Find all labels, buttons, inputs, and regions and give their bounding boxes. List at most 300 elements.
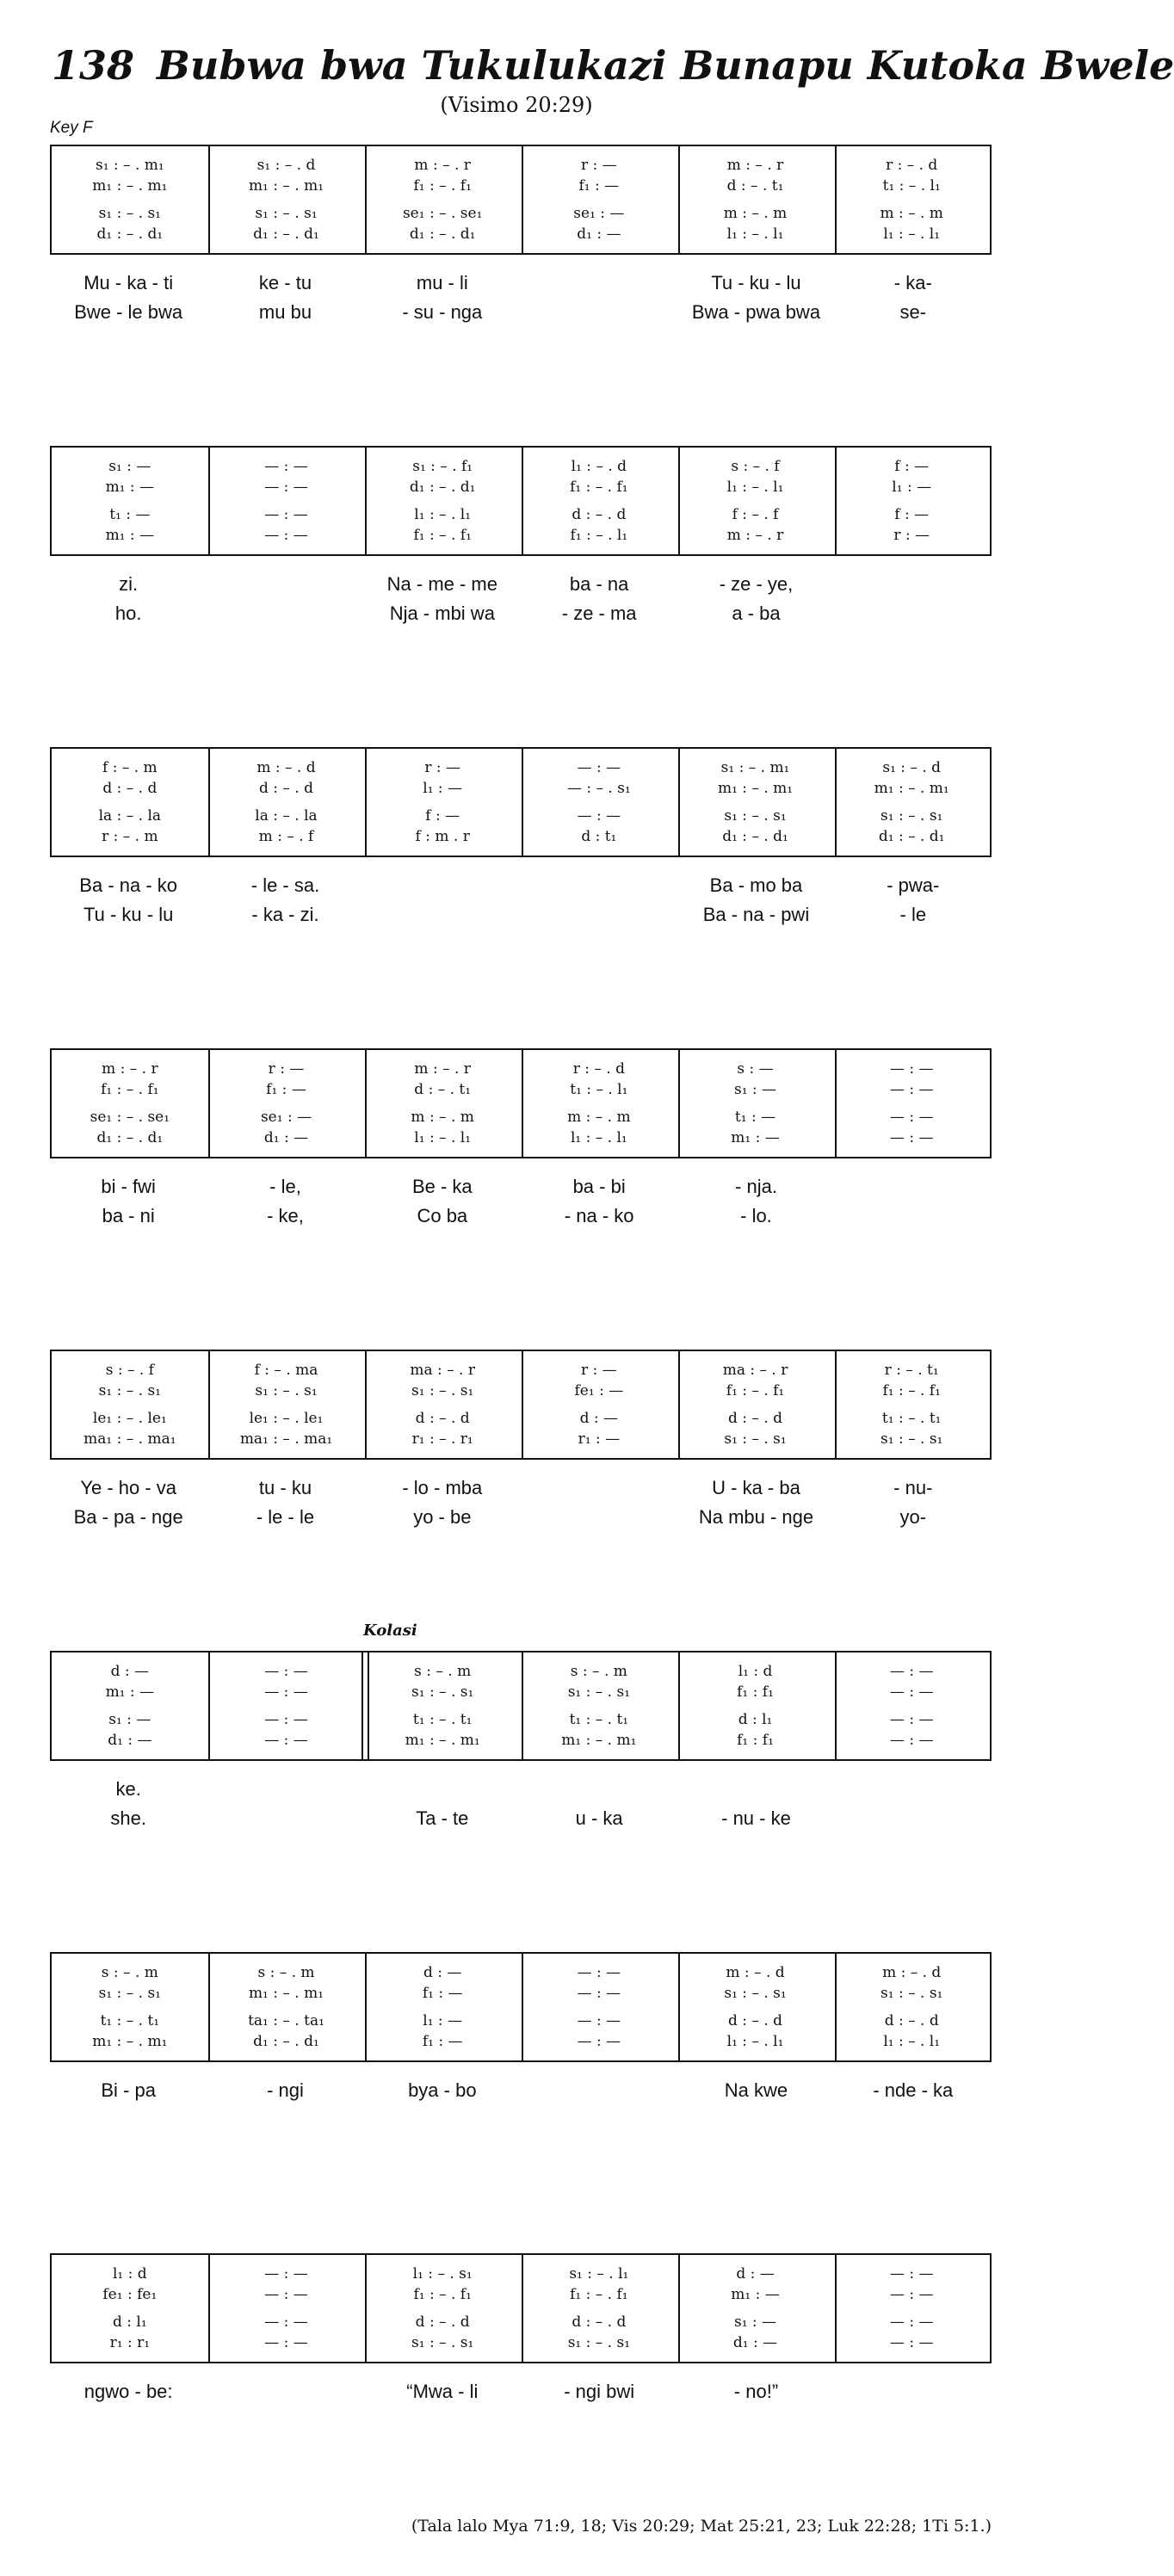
lyric-syllables — [835, 1807, 992, 1837]
lyric-line — [50, 1807, 992, 1837]
lyric-syllables: u - ka — [575, 1807, 623, 1829]
lyrics-block — [50, 1176, 992, 1234]
measure-notes: — : — — [889, 2265, 934, 2283]
measure-notes: s : – . m — [570, 1663, 627, 1680]
measure-notes: s₁ : – . s₁ — [98, 205, 161, 222]
measure-notes: d : – . t₁ — [726, 177, 784, 195]
voice-row — [52, 2033, 990, 2050]
lyric-syllables: Na - me - me — [386, 573, 497, 595]
measure-notes: d : — — [579, 1410, 619, 1427]
measure-notes: l₁ : – . l₁ — [726, 2033, 784, 2050]
measure-notes: — : — — [264, 458, 308, 475]
page-title — [52, 41, 1174, 90]
measure-notes: — : — — [264, 1683, 308, 1701]
measure-notes: m₁ : – . m₁ — [248, 177, 324, 195]
voice-row — [52, 1410, 990, 1427]
lyric-syllables — [521, 1477, 677, 1506]
lyric-syllables: - le - le — [256, 1506, 315, 1528]
measure-notes: l₁ : – . l₁ — [883, 2033, 941, 2050]
lyric-syllables: Bwe - le bwa — [74, 301, 183, 323]
voice-row — [52, 780, 990, 797]
lyric-line — [50, 874, 992, 904]
measure-notes: le₁ : – . le₁ — [249, 1410, 324, 1427]
measure-notes: ma₁ : – . ma₁ — [83, 1430, 176, 1448]
measure-notes: f : — — [425, 807, 460, 825]
lyric-line — [50, 1506, 992, 1535]
voice-row — [52, 1964, 990, 1981]
lyric-syllables — [521, 1778, 677, 1807]
measure-notes: t₁ : – . l₁ — [882, 177, 941, 195]
lyric-syllables: - no!” — [733, 2381, 779, 2402]
measure-notes: r : – . t₁ — [884, 1362, 939, 1379]
measure-notes: d₁ : — — [108, 1732, 152, 1749]
measure-notes: l₁ : – . l₁ — [570, 1129, 627, 1146]
lyric-syllables: Co ba — [417, 1205, 468, 1226]
lyric-syllables: U - ka - ba — [712, 1477, 800, 1498]
measure-notes: d₁ : – . d₁ — [409, 225, 476, 243]
measure-notes: s₁ : – . s₁ — [724, 1985, 787, 2002]
measure-notes: m : – . m — [880, 205, 943, 222]
measure-notes: s₁ : – . s₁ — [411, 1382, 474, 1399]
lyric-syllables: ke - tu — [258, 272, 312, 293]
staff-box — [50, 1048, 992, 1158]
lyric-syllables: Ye - ho - va — [80, 1477, 177, 1498]
measure-notes: s : – . f — [731, 458, 780, 475]
lyrics-block — [50, 1778, 992, 1837]
measure-notes: d₁ : – . d₁ — [253, 225, 319, 243]
measure-notes: — : — — [264, 479, 308, 496]
measure-notes: m : – . d — [726, 1964, 785, 1981]
lyric-line — [50, 573, 992, 602]
lyric-line — [50, 272, 992, 301]
measure-notes: r : – . d — [886, 157, 938, 174]
lyric-syllables: se- — [899, 301, 927, 323]
measure-notes: — : — — [264, 1663, 308, 1680]
measure-notes: f₁ : – . f₁ — [101, 1081, 159, 1098]
measure-notes: s₁ : – . s₁ — [255, 1382, 318, 1399]
lyric-syllables: Mu - ka - ti — [83, 272, 174, 293]
measure-notes: d : – . t₁ — [414, 1081, 472, 1098]
lyric-syllables: - na - ko — [564, 1205, 634, 1226]
staff-box — [50, 1350, 992, 1460]
voice-row — [52, 1663, 990, 1680]
measure-notes: — : — — [889, 1663, 934, 1680]
measure-notes: s : – . f — [105, 1362, 154, 1379]
lyric-syllables — [677, 1778, 834, 1807]
measure-notes: t₁ : — — [734, 1109, 776, 1126]
measure-notes: l₁ : – . l₁ — [883, 225, 941, 243]
measure-notes: f₁ : – . l₁ — [570, 527, 628, 544]
measure-notes: ta₁ : – . ta₁ — [248, 2012, 324, 2029]
measure-notes: s₁ : – . s₁ — [98, 1985, 161, 2002]
measure-notes: — : — — [264, 1732, 308, 1749]
measure-notes: r : — — [268, 1060, 305, 1078]
lyric-syllables — [207, 1778, 363, 1807]
voice-row — [52, 759, 990, 776]
score-system — [50, 2253, 992, 2410]
lyric-syllables — [521, 1506, 677, 1535]
voice-row — [52, 1362, 990, 1379]
score-system — [50, 1622, 992, 1837]
measure-notes: m₁ : — — [105, 527, 155, 544]
lyric-syllables: - ze - ma — [561, 602, 637, 624]
measure-notes: d : — — [423, 1964, 462, 1981]
measure-notes: m₁ : – . m₁ — [874, 780, 949, 797]
measure-notes: f : – . m — [102, 759, 158, 776]
measure-notes: d : – . d — [884, 2012, 939, 2029]
lyric-syllables: Bi - pa — [101, 2079, 156, 2101]
lyric-syllables: Na mbu - nge — [698, 1506, 814, 1528]
lyric-syllables: Tu - ku - lu — [83, 904, 174, 925]
measure-notes: — : — — [889, 1129, 934, 1146]
measure-notes: s₁ : – . f₁ — [412, 458, 473, 475]
lyric-syllables: ke. — [115, 1778, 141, 1800]
lyric-line — [50, 1205, 992, 1234]
voice-row — [52, 527, 990, 544]
staff-box — [50, 1622, 992, 1761]
measure-notes: f₁ : — — [422, 1985, 463, 2002]
measure-notes: f₁ : — — [422, 2033, 463, 2050]
measure-notes: r₁ : r₁ — [109, 2334, 151, 2351]
measure-notes: s₁ : – . s₁ — [880, 807, 943, 825]
measure-notes: d : – . d — [728, 2012, 783, 2029]
measure-notes: — : — — [264, 527, 308, 544]
measure-notes: ma : – . r — [722, 1362, 788, 1379]
measure-notes: f₁ : — — [266, 1081, 306, 1098]
measure-notes: — : — — [264, 2286, 308, 2303]
measure-notes: m₁ : — — [731, 2286, 780, 2303]
lyric-syllables: - su - nga — [402, 301, 483, 323]
voice-row — [52, 1081, 990, 1098]
measure-notes: r : – . d — [572, 1060, 625, 1078]
measure-notes: fe₁ : — — [574, 1382, 624, 1399]
measure-notes: d : – . d — [259, 780, 314, 797]
measure-notes: — : – . s₁ — [566, 780, 631, 797]
lyric-syllables — [835, 2381, 992, 2410]
voice-row — [52, 225, 990, 243]
lyric-line — [50, 2079, 992, 2109]
lyric-syllables — [207, 602, 363, 632]
lyric-syllables: - le, — [269, 1176, 301, 1197]
voice-row — [52, 2286, 990, 2303]
measure-notes: s₁ : – . d — [882, 759, 942, 776]
voice-row — [52, 1985, 990, 2002]
voice-row — [52, 1430, 990, 1448]
lyric-syllables — [835, 1176, 992, 1205]
measure-notes: s₁ : – . l₁ — [569, 2265, 629, 2283]
measure-notes: l₁ : – . s₁ — [412, 2265, 473, 2283]
lyric-syllables: - ngi bwi — [564, 2381, 635, 2402]
section-label: Kolasi — [363, 1622, 417, 1640]
voice-row — [52, 2265, 990, 2283]
measure-notes: m : – . m — [567, 1109, 631, 1126]
lyric-line — [50, 1778, 992, 1807]
measure-notes: f : — — [894, 458, 930, 475]
lyric-syllables: - nde - ka — [873, 2079, 954, 2101]
measure-notes: — : — — [577, 2033, 621, 2050]
measure-notes: l₁ : — — [423, 780, 463, 797]
measure-notes: t₁ : – . l₁ — [570, 1081, 628, 1098]
score-system — [50, 1350, 992, 1535]
lyric-syllables: mu - li — [416, 272, 468, 293]
song-subtitle: (Visimo 20:29) — [440, 93, 593, 117]
measure-notes: m : – . r — [726, 157, 784, 174]
score-system — [50, 1952, 992, 2109]
measure-notes: r : – . m — [102, 828, 158, 845]
lyric-syllables: Ta - te — [416, 1807, 469, 1829]
lyric-syllables: ngwo - be: — [83, 2381, 173, 2402]
measure-notes: — : — — [264, 506, 308, 523]
measure-notes: ma : – . r — [410, 1362, 475, 1379]
measure-notes: f₁ : – . f₁ — [413, 177, 472, 195]
measure-notes: s₁ : – . s₁ — [880, 1985, 943, 2002]
measure-notes: m₁ : – . m₁ — [92, 2033, 168, 2050]
measure-notes: d : l₁ — [113, 2313, 147, 2331]
measure-notes: m₁ : — — [105, 479, 155, 496]
voice-row — [52, 1683, 990, 1701]
lyric-syllables: ho. — [114, 602, 142, 624]
measure-notes: r : — — [581, 157, 617, 174]
voice-row — [52, 1109, 990, 1126]
lyric-syllables: - lo - mba — [402, 1477, 483, 1498]
measure-notes: m : – . d — [256, 759, 316, 776]
measure-notes: d₁ : — — [732, 2334, 778, 2351]
lyric-syllables: Ba - mo ba — [709, 874, 803, 896]
lyric-syllables — [835, 573, 992, 602]
lyric-syllables: - lo. — [740, 1205, 772, 1226]
lyrics-block — [50, 2079, 992, 2109]
measure-notes: s₁ : – . m₁ — [95, 157, 164, 174]
lyric-syllables — [521, 272, 677, 301]
measure-notes: s₁ : — — [108, 1711, 151, 1728]
voice-row — [52, 506, 990, 523]
voice-row — [52, 2313, 990, 2331]
measure-notes: s : – . m — [414, 1663, 472, 1680]
measure-notes: m : – . f — [258, 828, 314, 845]
measure-notes: se₁ : — — [573, 205, 625, 222]
measure-notes: la : – . la — [98, 807, 162, 825]
measure-notes: l₁ : – . l₁ — [726, 225, 784, 243]
voice-row — [52, 479, 990, 496]
scripture-references: (Tala lalo Mya 71:9, 18; Vis 20:29; Mat 25:21, 23; Luk 22:28; 1Ti 5:1.) — [411, 2517, 992, 2536]
measure-notes: m₁ : — — [105, 1683, 155, 1701]
measure-notes: f₁ : f₁ — [737, 1683, 774, 1701]
measure-notes: d : — — [736, 2265, 775, 2283]
lyric-syllables: she. — [110, 1807, 146, 1829]
measure-notes: — : — — [889, 1060, 934, 1078]
measure-notes: f₁ : – . f₁ — [882, 1382, 941, 1399]
measure-notes: — : — — [264, 2313, 308, 2331]
key-signature: Key F — [50, 119, 93, 137]
lyric-line — [50, 301, 992, 330]
measure-notes: s₁ : – . s₁ — [567, 1683, 631, 1701]
measure-notes: f₁ : – . f₁ — [570, 479, 628, 496]
lyric-syllables: Nja - mbi wa — [389, 602, 495, 624]
lyrics-block — [50, 2381, 992, 2410]
measure-notes: m : – . d — [882, 1964, 942, 1981]
lyric-syllables: ba - na — [569, 573, 629, 595]
lyric-syllables: - ke, — [267, 1205, 304, 1226]
measure-notes: m₁ : – . m₁ — [248, 1985, 324, 2002]
measure-notes: r₁ : – . r₁ — [411, 1430, 473, 1448]
measure-notes: — : — — [577, 2012, 621, 2029]
measure-notes: l₁ : — — [423, 2012, 463, 2029]
lyric-syllables — [364, 874, 521, 904]
lyric-syllables: Be - ka — [411, 1176, 473, 1197]
measure-notes: d₁ : – . d₁ — [409, 479, 476, 496]
measure-notes: s₁ : – . s₁ — [724, 1430, 787, 1448]
measure-notes: s₁ : — — [108, 458, 151, 475]
measure-notes: m₁ : – . m₁ — [92, 177, 168, 195]
lyric-syllables — [364, 904, 521, 933]
measure-notes: d : – . d — [572, 506, 627, 523]
measure-notes: m₁ : — — [731, 1129, 780, 1146]
voice-row — [52, 1711, 990, 1728]
measure-notes: d₁ : — — [577, 225, 621, 243]
measure-notes: le₁ : – . le₁ — [92, 1410, 167, 1427]
measure-notes: f : m . r — [415, 828, 470, 845]
measure-notes: s : – . m — [101, 1964, 158, 1981]
lyric-syllables — [207, 1807, 363, 1837]
measure-notes: t₁ : — — [109, 506, 151, 523]
voice-row — [52, 2012, 990, 2029]
lyric-syllables: Ba - pa - nge — [73, 1506, 183, 1528]
measure-notes: se₁ : – . se₁ — [90, 1109, 170, 1126]
measure-notes: t₁ : – . t₁ — [100, 2012, 160, 2029]
measure-notes: s₁ : – . s₁ — [98, 1382, 161, 1399]
measure-notes: — : — — [889, 2313, 934, 2331]
measure-notes: r : — — [581, 1362, 617, 1379]
measure-notes: m : – . r — [414, 1060, 471, 1078]
lyric-syllables — [364, 1778, 521, 1807]
measure-notes: d : – . d — [415, 1410, 470, 1427]
lyric-syllables — [521, 301, 677, 330]
song-number: 138 — [52, 42, 135, 89]
measure-notes: t₁ : – . t₁ — [412, 1711, 473, 1728]
voice-row — [52, 177, 990, 195]
measure-notes: s₁ : — — [733, 2313, 777, 2331]
measure-notes: l₁ : – . l₁ — [414, 506, 472, 523]
lyric-syllables: - nja. — [735, 1176, 777, 1197]
lyric-line — [50, 904, 992, 933]
measure-notes: s₁ : – . s₁ — [880, 1430, 943, 1448]
lyric-syllables — [521, 904, 677, 933]
lyric-syllables: ba - bi — [572, 1176, 626, 1197]
measure-notes: s₁ : – . d — [256, 157, 316, 174]
lyric-syllables: - ka - zi. — [251, 904, 319, 925]
measure-notes: s : — — [737, 1060, 774, 1078]
lyric-syllables: Tu - ku - lu — [711, 272, 801, 293]
measure-notes: d : l₁ — [738, 1711, 773, 1728]
lyric-syllables: ba - ni — [102, 1205, 155, 1226]
staff-box — [50, 446, 992, 556]
lyric-syllables: - pwa- — [887, 874, 940, 896]
staff-box — [50, 1952, 992, 2062]
staff-box — [50, 747, 992, 857]
lyric-syllables: bi - fwi — [101, 1176, 156, 1197]
lyric-syllables: - ka- — [893, 272, 932, 293]
measure-notes: m : – . r — [102, 1060, 158, 1078]
lyric-syllables: Ba - na - pwi — [702, 904, 810, 925]
lyric-syllables: Na kwe — [724, 2079, 788, 2101]
measure-notes: fe₁ : fe₁ — [102, 2286, 158, 2303]
lyric-line — [50, 2381, 992, 2410]
measure-notes: — : — — [577, 1985, 621, 2002]
measure-notes: s₁ : – . m₁ — [720, 759, 790, 776]
measure-notes: r₁ : — — [578, 1430, 621, 1448]
measure-notes: t₁ : – . t₁ — [569, 1711, 629, 1728]
lyrics-block — [50, 272, 992, 330]
measure-notes: ma₁ : – . ma₁ — [239, 1430, 333, 1448]
lyric-syllables: bya - bo — [408, 2079, 477, 2101]
voice-row — [52, 1732, 990, 1749]
lyric-syllables — [521, 2079, 677, 2109]
voice-row — [52, 828, 990, 845]
measure-notes: d : – . d — [102, 780, 158, 797]
measure-notes: d₁ : — — [263, 1129, 309, 1146]
voice-row — [52, 458, 990, 475]
measure-notes: m₁ : – . m₁ — [561, 1732, 637, 1749]
measure-notes: m₁ : – . m₁ — [405, 1732, 480, 1749]
lyric-syllables: zi. — [119, 573, 139, 595]
measure-notes: d : t₁ — [581, 828, 617, 845]
voice-row — [52, 205, 990, 222]
measure-notes: f : – . ma — [254, 1362, 318, 1379]
voice-row — [52, 807, 990, 825]
measure-notes: f : — — [894, 506, 930, 523]
measure-notes: d₁ : – . d₁ — [878, 828, 945, 845]
lyric-syllables — [835, 1778, 992, 1807]
measure-notes: l₁ : – . l₁ — [726, 479, 784, 496]
lyric-syllables — [207, 573, 363, 602]
voice-row — [52, 2334, 990, 2351]
lyric-syllables: - ze - ye, — [719, 573, 794, 595]
song-title: Bubwa bwa Tukulukazi Bunapu Kutoka Bwele — [157, 42, 1174, 89]
lyric-syllables: Ba - na - ko — [79, 874, 178, 896]
lyric-line — [50, 602, 992, 632]
measure-notes: f₁ : – . f₁ — [413, 527, 472, 544]
lyric-syllables: - le — [899, 904, 927, 925]
measure-notes: d₁ : – . d₁ — [722, 828, 788, 845]
measure-notes: — : — — [889, 1109, 934, 1126]
lyric-syllables: tu - ku — [258, 1477, 312, 1498]
measure-notes: s : – . m — [257, 1964, 315, 1981]
lyric-line — [50, 1477, 992, 1506]
measure-notes: — : — — [577, 1964, 621, 1981]
measure-notes: f₁ : — — [578, 177, 620, 195]
lyric-syllables: yo - be — [413, 1506, 472, 1528]
lyric-syllables: - nu- — [893, 1477, 933, 1498]
measure-notes: r : — — [424, 759, 461, 776]
measure-notes: l₁ : – . l₁ — [414, 1129, 472, 1146]
lyric-syllables — [207, 2381, 363, 2410]
staff-box — [50, 145, 992, 255]
lyric-syllables: “Mwa - li — [406, 2381, 479, 2402]
measure-notes: l₁ : — — [892, 479, 932, 496]
measure-notes: d : – . d — [728, 1410, 783, 1427]
lyric-syllables: a - ba — [732, 602, 781, 624]
measure-notes: — : — — [889, 1711, 934, 1728]
score-system — [50, 1048, 992, 1234]
lyric-syllables: - le - sa. — [250, 874, 320, 896]
measure-notes: — : — — [264, 2334, 308, 2351]
lyric-syllables — [835, 602, 992, 632]
lyric-syllables: yo- — [899, 1506, 927, 1528]
lyric-line — [50, 1176, 992, 1205]
measure-notes: — : — — [889, 2334, 934, 2351]
measure-notes: l₁ : d — [738, 1663, 773, 1680]
measure-notes: f₁ : – . f₁ — [726, 1382, 785, 1399]
